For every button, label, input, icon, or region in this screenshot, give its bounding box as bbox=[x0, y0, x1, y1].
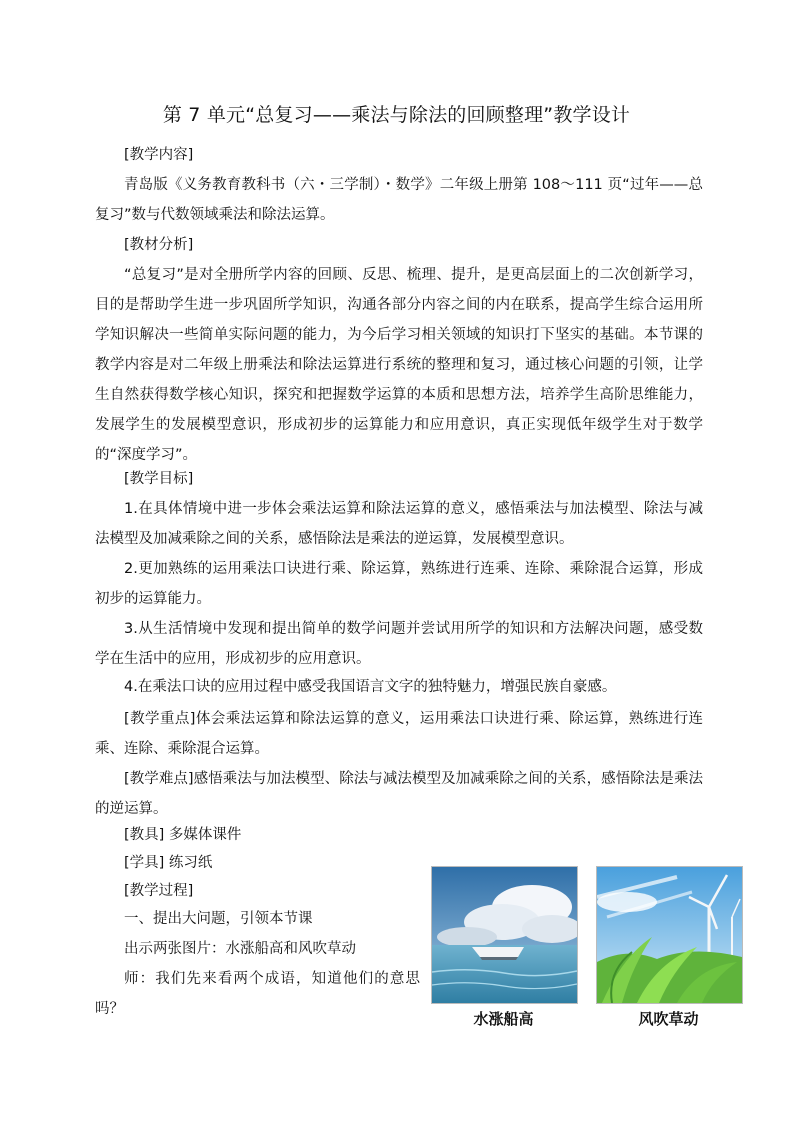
heading-teaching-content: [教学内容] bbox=[124, 147, 194, 163]
paragraph-material-analysis: “总复习”是对全册所学内容的回顾、反思、梳理、提升，是更高层面上的二次创新学习，目的是帮助学生进一步巩固所学知识，沟通各部分内容之间的内在联系，提高学生综合运用所学知识解决一些简单实际问题的能力，为今后学习相关领域的知识打下坚实的基础。本节课的教学内容是对二年级上册乘法和除法运算进行系统的整理和复习，通过核心问题的引领，让学生自然获得数学核心知识，探究和把握数学运算的本质和思想方法，培养学生高阶思维能力，发展学生的发展模型意识，形成初步的运算能力和应用意识，真正实现低年级学生对于数学的“深度学习”。 bbox=[95, 267, 703, 463]
boat-picture bbox=[431, 866, 578, 1004]
heading-teaching-process: [教学过程] bbox=[124, 883, 194, 899]
paragraph-teaching-content: 青岛版《义务教育教科书（六・三学制）・数学》二年级上册第 108～111 页“过年——总复习”数与代数领域乘法和除法运算。 bbox=[95, 177, 703, 223]
boat-picture-caption: 水涨船高 bbox=[473, 1010, 534, 1028]
goal-item-4: 4.在乘法口诀的应用过程中感受我国语言文字的独特魅力，增强民族自豪感。 bbox=[124, 679, 617, 695]
paragraph-teaching-key-point: [教学重点]体会乘法运算和除法运算的意义，运用乘法口诀进行乘、除运算，熟练进行连乘、连除、乘除混合运算。 bbox=[95, 711, 703, 757]
teacher-question: 师：我们先来看两个成语，知道他们的意思吗？ bbox=[95, 971, 420, 1017]
paragraph-teaching-difficulty: [教学难点]感悟乘法与加法模型、除法与减法模型及加减乘除之间的关系，感悟除法是乘法的逆运算。 bbox=[95, 771, 703, 817]
windmill-picture bbox=[596, 866, 743, 1004]
heading-material-analysis: [教材分析] bbox=[124, 237, 194, 253]
windmill-illustration bbox=[597, 867, 742, 1003]
heading-teaching-goals: [教学目标] bbox=[124, 471, 194, 487]
learning-tools: [学具] 练习纸 bbox=[124, 855, 213, 871]
show-pictures-line: 出示两张图片：水涨船高和风吹草动 bbox=[124, 941, 356, 957]
windmill-picture-caption: 风吹草动 bbox=[638, 1010, 699, 1028]
goal-item-1: 1.在具体情境中进一步体会乘法运算和除法运算的意义，感悟乘法与加法模型、除法与减法模型及加减乘除之间的关系，感悟除法是乘法的逆运算，发展模型意识。 bbox=[95, 501, 703, 547]
boat-illustration bbox=[432, 867, 577, 1003]
process-step-1: 一、提出大问题，引领本节课 bbox=[124, 911, 313, 927]
goal-item-2: 2.更加熟练的运用乘法口诀进行乘、除运算，熟练进行连乘、连除、乘除混合运算，形成初步的运算能力。 bbox=[95, 561, 703, 607]
document-title: 第 7 单元“总复习——乘法与除法的回顾整理”教学设计 bbox=[162, 104, 631, 126]
goal-item-3: 3.从生活情境中发现和提出简单的数学问题并尝试用所学的知识和方法解决问题，感受数学在生活中的应用，形成初步的应用意识。 bbox=[95, 621, 703, 667]
teaching-tools: [教具] 多媒体课件 bbox=[124, 827, 242, 843]
